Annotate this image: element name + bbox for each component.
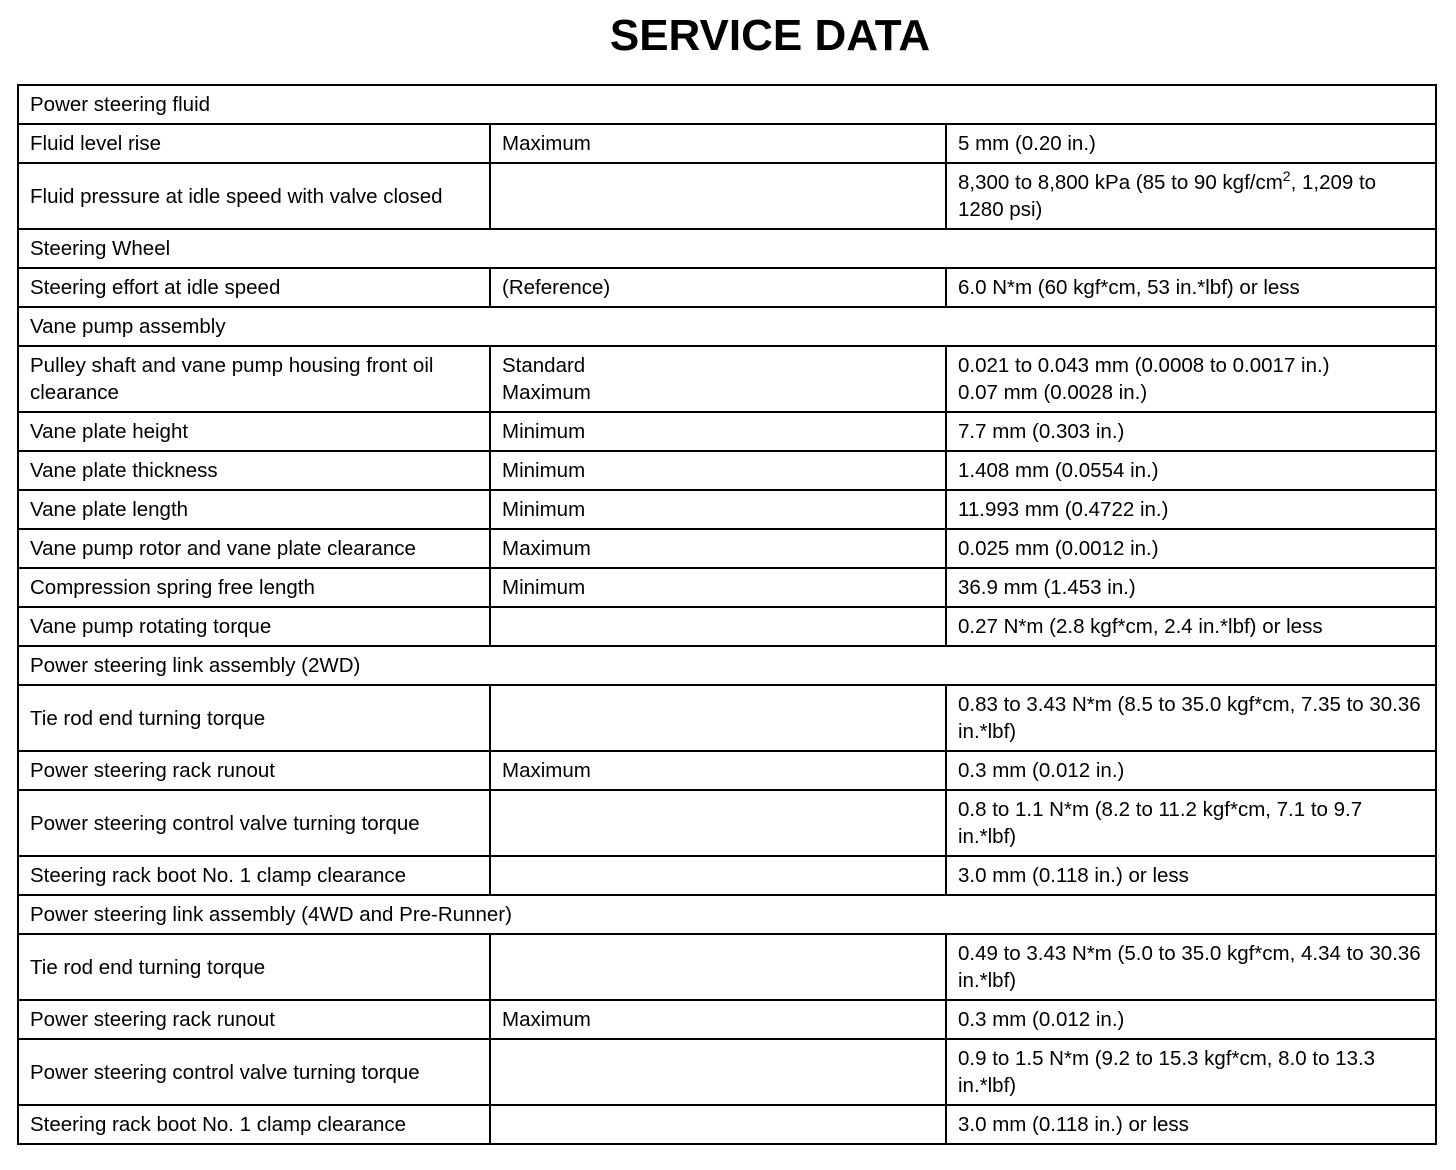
item-cell: Pulley shaft and vane pump housing front oil clearance bbox=[18, 346, 490, 412]
value-text: , 1,209 to 1280 psi) bbox=[958, 171, 1377, 221]
value-cell: 1.408 mm (0.0554 in.) bbox=[946, 451, 1436, 490]
condition-line: Standard bbox=[502, 354, 586, 377]
item-cell: Power steering rack runout bbox=[18, 751, 490, 790]
section-label: Vane pump assembly bbox=[18, 307, 1436, 346]
value-cell bbox=[946, 346, 1436, 412]
value-cell: 0.49 to 3.43 N*m (5.0 to 35.0 kgf*cm, 4.34 to 30.36 in.*lbf) bbox=[946, 934, 1436, 1000]
item-cell: Power steering control valve turning torque bbox=[18, 790, 490, 856]
page-title: SERVICE DATA bbox=[609, 11, 931, 60]
item-cell: Vane pump rotor and vane plate clearance bbox=[18, 529, 490, 568]
service-data-table bbox=[17, 84, 1437, 1145]
condition-cell: Maximum bbox=[490, 529, 946, 568]
table-row bbox=[18, 568, 1436, 607]
section-label: Steering Wheel bbox=[18, 229, 1436, 268]
condition-cell bbox=[490, 685, 946, 751]
condition-cell: Minimum bbox=[490, 451, 946, 490]
item-cell: Compression spring free length bbox=[18, 568, 490, 607]
item-cell: Fluid pressure at idle speed with valve closed bbox=[18, 163, 490, 229]
item-cell: Vane plate height bbox=[18, 412, 490, 451]
table-row bbox=[18, 451, 1436, 490]
value-cell: 5 mm (0.20 in.) bbox=[946, 124, 1436, 163]
value-cell: 36.9 mm (1.453 in.) bbox=[946, 568, 1436, 607]
value-cell: 11.993 mm (0.4722 in.) bbox=[946, 490, 1436, 529]
condition-cell: Maximum bbox=[490, 124, 946, 163]
condition-cell: Minimum bbox=[490, 490, 946, 529]
condition-cell: (Reference) bbox=[490, 268, 946, 307]
value-line: 0.07 mm (0.0028 in.) bbox=[958, 381, 1148, 404]
condition-line: Maximum bbox=[502, 381, 591, 404]
section-row bbox=[18, 307, 1436, 346]
table-row bbox=[18, 124, 1436, 163]
table-row bbox=[18, 751, 1436, 790]
table-row bbox=[18, 490, 1436, 529]
value-cell: 0.025 mm (0.0012 in.) bbox=[946, 529, 1436, 568]
item-cell: Steering rack boot No. 1 clamp clearance bbox=[18, 1105, 490, 1144]
item-cell: Vane pump rotating torque bbox=[18, 607, 490, 646]
value-cell bbox=[946, 163, 1436, 229]
table-row bbox=[18, 856, 1436, 895]
value-cell: 6.0 N*m (60 kgf*cm, 53 in.*lbf) or less bbox=[946, 268, 1436, 307]
superscript: 2 bbox=[1282, 168, 1291, 184]
value-cell: 0.8 to 1.1 N*m (8.2 to 11.2 kgf*cm, 7.1 to 9.7 in.*lbf) bbox=[946, 790, 1436, 856]
condition-cell bbox=[490, 934, 946, 1000]
value-cell: 0.27 N*m (2.8 kgf*cm, 2.4 in.*lbf) or less bbox=[946, 607, 1436, 646]
table-row bbox=[18, 1105, 1436, 1144]
item-cell: Steering effort at idle speed bbox=[18, 268, 490, 307]
condition-cell: Maximum bbox=[490, 1000, 946, 1039]
table-row bbox=[18, 685, 1436, 751]
value-line: 0.021 to 0.043 mm (0.0008 to 0.0017 in.) bbox=[958, 354, 1330, 377]
item-cell: Steering rack boot No. 1 clamp clearance bbox=[18, 856, 490, 895]
value-cell: 0.3 mm (0.012 in.) bbox=[946, 1000, 1436, 1039]
table-row bbox=[18, 790, 1436, 856]
table-row bbox=[18, 346, 1436, 412]
section-row bbox=[18, 895, 1436, 934]
item-cell: Power steering rack runout bbox=[18, 1000, 490, 1039]
value-cell: 0.83 to 3.43 N*m (8.5 to 35.0 kgf*cm, 7.35 to 30.36 in.*lbf) bbox=[946, 685, 1436, 751]
condition-cell bbox=[490, 607, 946, 646]
item-cell: Vane plate thickness bbox=[18, 451, 490, 490]
item-cell: Fluid level rise bbox=[18, 124, 490, 163]
value-text: 8,300 to 8,800 kPa (85 to 90 kgf/cm bbox=[958, 171, 1283, 194]
section-row bbox=[18, 85, 1436, 124]
section-row bbox=[18, 229, 1436, 268]
table-row bbox=[18, 607, 1436, 646]
condition-cell bbox=[490, 1039, 946, 1105]
section-label: Power steering fluid bbox=[18, 85, 1436, 124]
condition-cell: Minimum bbox=[490, 568, 946, 607]
table-row bbox=[18, 529, 1436, 568]
value-cell: 7.7 mm (0.303 in.) bbox=[946, 412, 1436, 451]
section-row bbox=[18, 646, 1436, 685]
section-label: Power steering link assembly (2WD) bbox=[18, 646, 1436, 685]
table-row bbox=[18, 1000, 1436, 1039]
table-row bbox=[18, 1039, 1436, 1105]
value-cell: 0.9 to 1.5 N*m (9.2 to 15.3 kgf*cm, 8.0 to 13.3 in.*lbf) bbox=[946, 1039, 1436, 1105]
table-row bbox=[18, 934, 1436, 1000]
condition-cell bbox=[490, 790, 946, 856]
value-cell: 0.3 mm (0.012 in.) bbox=[946, 751, 1436, 790]
value-cell: 3.0 mm (0.118 in.) or less bbox=[946, 856, 1436, 895]
table-row bbox=[18, 412, 1436, 451]
item-cell: Power steering control valve turning torque bbox=[18, 1039, 490, 1105]
condition-cell: Minimum bbox=[490, 412, 946, 451]
condition-cell bbox=[490, 163, 946, 229]
table-row bbox=[18, 163, 1436, 229]
condition-cell: Maximum bbox=[490, 751, 946, 790]
table-row bbox=[18, 268, 1436, 307]
condition-cell bbox=[490, 1105, 946, 1144]
condition-cell bbox=[490, 346, 946, 412]
condition-cell bbox=[490, 856, 946, 895]
item-cell: Vane plate length bbox=[18, 490, 490, 529]
item-cell: Tie rod end turning torque bbox=[18, 934, 490, 1000]
section-label: Power steering link assembly (4WD and Pre-Runner) bbox=[18, 895, 1436, 934]
value-cell: 3.0 mm (0.118 in.) or less bbox=[946, 1105, 1436, 1144]
item-cell: Tie rod end turning torque bbox=[18, 685, 490, 751]
